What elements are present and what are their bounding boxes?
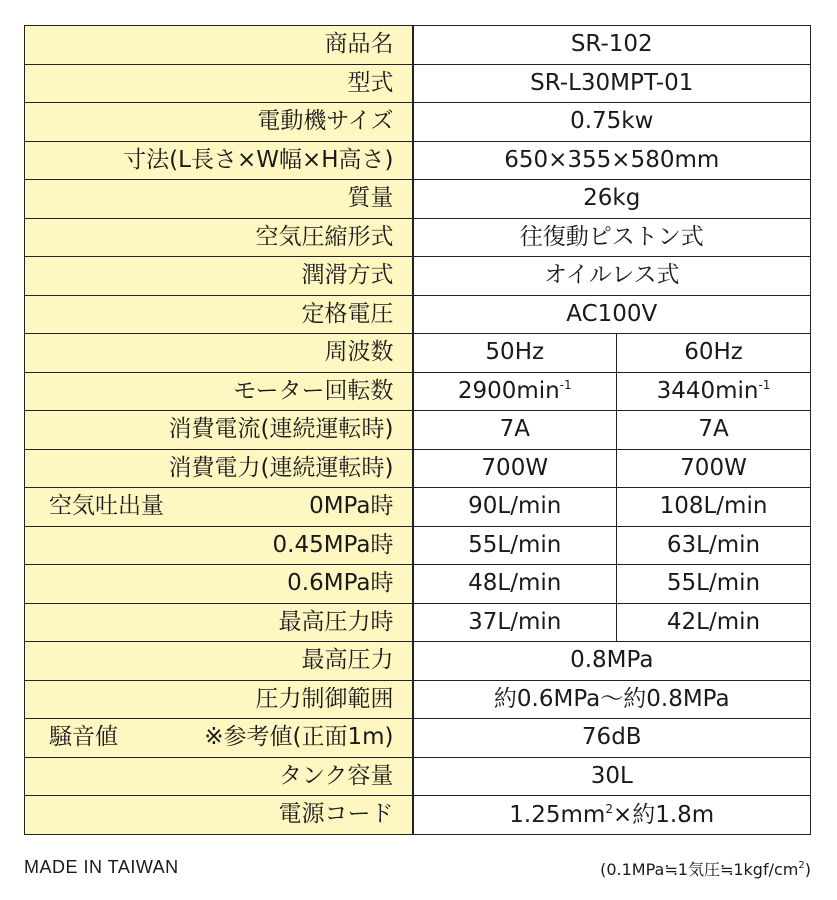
value-superscript: 2 bbox=[605, 801, 613, 816]
spec-label-sub: ※参考値(正面1m) bbox=[204, 724, 394, 751]
spec-label-split bbox=[25, 495, 394, 518]
spec-value: オイルレス式 bbox=[413, 257, 811, 296]
spec-label: 潤滑方式 bbox=[25, 257, 413, 296]
spec-value-50hz bbox=[413, 372, 617, 411]
table-row bbox=[25, 488, 811, 527]
spec-value-50hz: 90L/min bbox=[413, 488, 617, 527]
table-row bbox=[25, 719, 811, 758]
spec-label: 圧力制御範囲 bbox=[25, 680, 413, 719]
spec-label: 0.45MPa時 bbox=[25, 526, 413, 565]
value-text: 1.25mm bbox=[509, 801, 606, 828]
spec-value-60hz: 60Hz bbox=[617, 334, 811, 373]
table-row bbox=[25, 334, 811, 373]
spec-label: 最高圧力時 bbox=[25, 603, 413, 642]
value-text: 2900min bbox=[457, 378, 560, 405]
value-suffix: ×約1.8m bbox=[612, 801, 715, 828]
table-row bbox=[25, 180, 811, 219]
spec-label: タンク容量 bbox=[25, 757, 413, 796]
table-row bbox=[25, 680, 811, 719]
spec-label bbox=[25, 719, 413, 758]
spec-value: 約0.6MPa〜約0.8MPa bbox=[413, 680, 811, 719]
spec-label: 最高圧力 bbox=[25, 642, 413, 681]
spec-value-60hz: 108L/min bbox=[617, 488, 811, 527]
table-row bbox=[25, 103, 811, 142]
spec-label: 型式 bbox=[25, 64, 413, 103]
spec-value bbox=[413, 796, 811, 835]
spec-value-60hz: 7A bbox=[617, 411, 811, 450]
spec-value: 650×355×580mm bbox=[413, 141, 811, 180]
spec-value-50hz: 48L/min bbox=[413, 565, 617, 604]
spec-value: 0.8MPa bbox=[413, 642, 811, 681]
spec-label: 電動機サイズ bbox=[25, 103, 413, 142]
spec-value-60hz: 42L/min bbox=[617, 603, 811, 642]
spec-value-60hz: 55L/min bbox=[617, 565, 811, 604]
spec-value: 76dB bbox=[413, 719, 811, 758]
table-row bbox=[25, 411, 811, 450]
table-row bbox=[25, 642, 811, 681]
spec-table bbox=[24, 25, 811, 835]
spec-value: SR-L30MPT-01 bbox=[413, 64, 811, 103]
note-superscript: 2 bbox=[798, 860, 805, 871]
table-row bbox=[25, 603, 811, 642]
spec-label: 定格電圧 bbox=[25, 295, 413, 334]
spec-value: 30L bbox=[413, 757, 811, 796]
spec-value-50hz: 37L/min bbox=[413, 603, 617, 642]
spec-label: モーター回転数 bbox=[25, 372, 413, 411]
spec-value-60hz: 700W bbox=[617, 449, 811, 488]
table-row bbox=[25, 796, 811, 835]
spec-label: 消費電流(連続運転時) bbox=[25, 411, 413, 450]
spec-label: 電源コード bbox=[25, 796, 413, 835]
spec-value: SR-102 bbox=[413, 26, 811, 65]
spec-label: 消費電力(連続運転時) bbox=[25, 449, 413, 488]
table-row bbox=[25, 141, 811, 180]
spec-label: 寸法(L長さ×W幅×H高さ) bbox=[25, 141, 413, 180]
spec-value-50hz: 7A bbox=[413, 411, 617, 450]
origin-label: MADE IN TAIWAN bbox=[24, 857, 179, 877]
table-row bbox=[25, 372, 811, 411]
spec-value: AC100V bbox=[413, 295, 811, 334]
table-row bbox=[25, 295, 811, 334]
table-row bbox=[25, 565, 811, 604]
table-row bbox=[25, 757, 811, 796]
value-superscript: -1 bbox=[758, 378, 771, 393]
table-row bbox=[25, 526, 811, 565]
unit-note bbox=[600, 857, 811, 880]
spec-label-split bbox=[25, 726, 394, 749]
spec-label: 0.6MPa時 bbox=[25, 565, 413, 604]
spec-value-60hz bbox=[617, 372, 811, 411]
spec-label-sub: 0MPa時 bbox=[309, 493, 394, 520]
spec-value-50hz: 55L/min bbox=[413, 526, 617, 565]
value-text: 3440min bbox=[656, 378, 759, 405]
spec-value-60hz: 63L/min bbox=[617, 526, 811, 565]
spec-label-group: 空気吐出量 bbox=[49, 493, 164, 520]
spec-label: 空気圧縮形式 bbox=[25, 218, 413, 257]
spec-label: 商品名 bbox=[25, 26, 413, 65]
spec-value: 26kg bbox=[413, 180, 811, 219]
value-superscript: -1 bbox=[559, 378, 572, 393]
spec-value: 0.75kw bbox=[413, 103, 811, 142]
spec-value-50hz: 700W bbox=[413, 449, 617, 488]
table-row bbox=[25, 257, 811, 296]
note-suffix: ) bbox=[804, 860, 811, 879]
spec-label-group: 騒音値 bbox=[49, 724, 118, 751]
spec-value: 往復動ピストン式 bbox=[413, 218, 811, 257]
spec-label: 周波数 bbox=[25, 334, 413, 373]
spec-value-50hz: 50Hz bbox=[413, 334, 617, 373]
table-row bbox=[25, 449, 811, 488]
note-text: (0.1MPa≒1気圧≒1kgf/cm bbox=[600, 860, 799, 879]
table-row bbox=[25, 218, 811, 257]
table-row bbox=[25, 26, 811, 65]
table-row bbox=[25, 64, 811, 103]
spec-label bbox=[25, 488, 413, 527]
spec-label: 質量 bbox=[25, 180, 413, 219]
